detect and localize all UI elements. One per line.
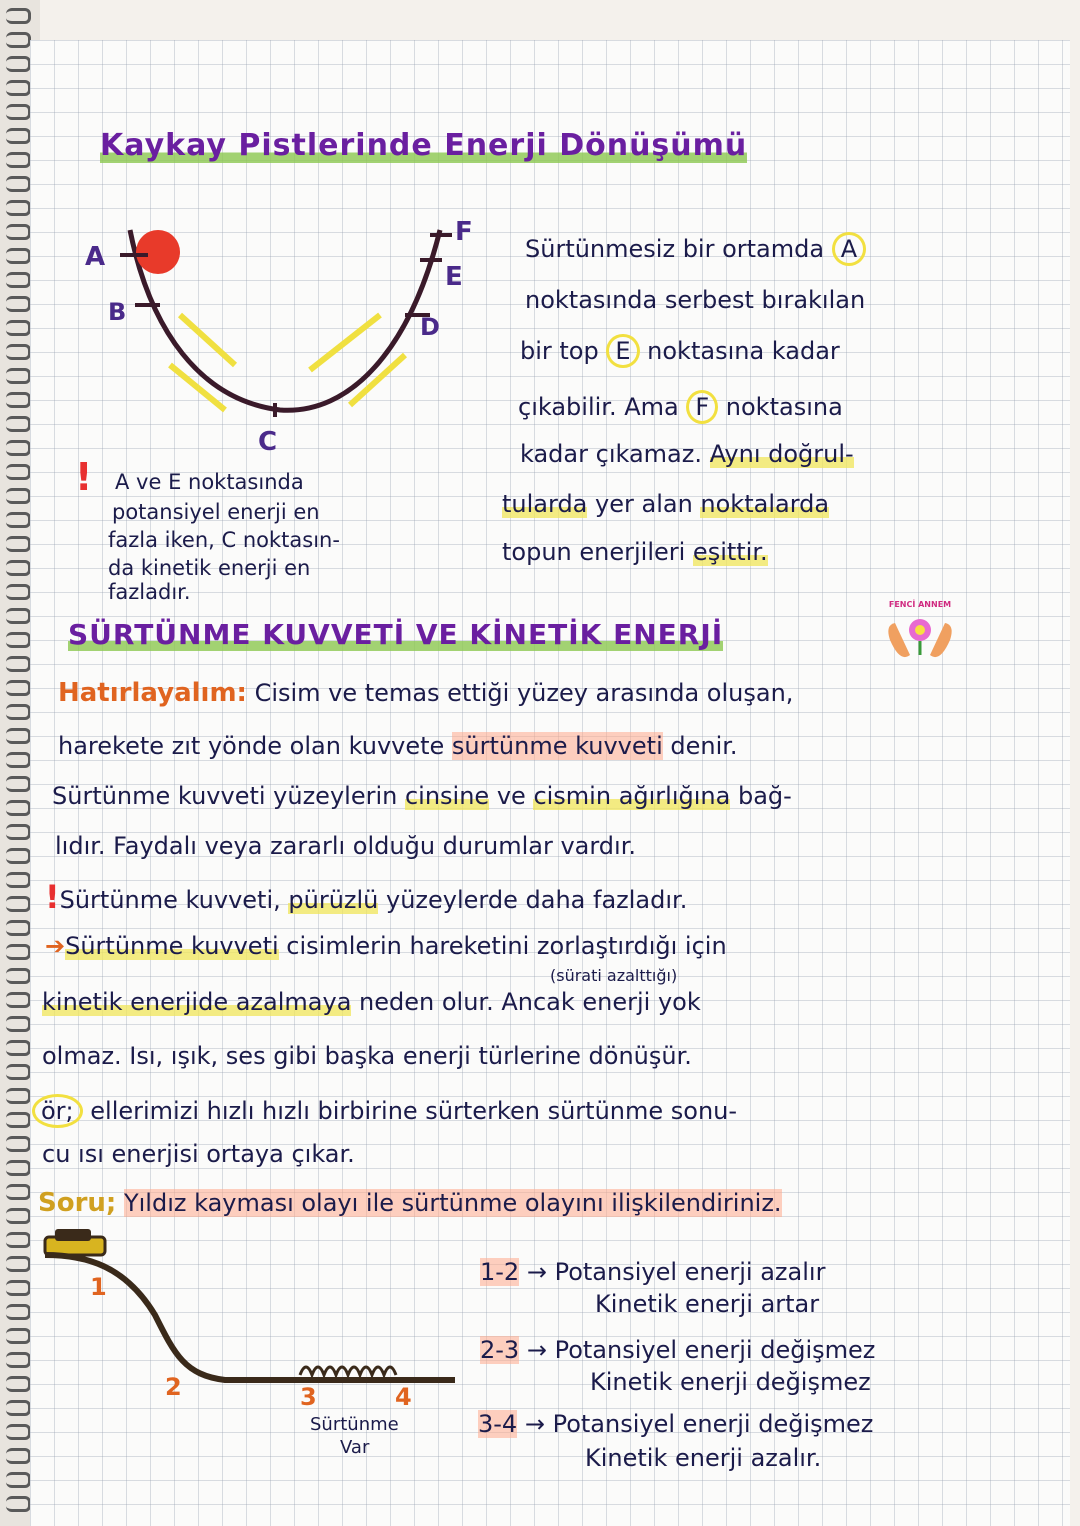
binding-ring [6,56,31,72]
binding-ring [6,8,31,24]
para-line6: ➔Sürtünme kuvveti cisimlerin hareketini zorlaştırdığı için [45,932,727,960]
ball [136,230,180,274]
binding-ring [6,1208,31,1224]
para-line2: harekete zıt yönde olan kuvvete sürtünme kuvveti denir. [58,732,738,760]
friction-spring [300,1367,396,1375]
binding-ring [6,536,31,552]
binding-ring [6,1280,31,1296]
binding-ring [6,944,31,960]
binding-ring [6,920,31,936]
soru-line: Soru; Yıldız kayması olayı ile sürtünme olayını ilişkilendiriniz. [38,1188,782,1218]
binding-ring [6,152,31,168]
binding-ring [6,728,31,744]
text1-line4: çıkabilir. Ama F noktasına [518,390,843,424]
text1-line6: tularda yer alan noktalarda [502,490,830,518]
binding-ring [6,848,31,864]
binding-ring [6,1232,31,1248]
answer-1: 1-2 → Potansiyel enerji azalır [480,1258,826,1286]
note1-line2: potansiyel enerji en [112,500,320,524]
para-line8: olmaz. Isı, ışık, ses gibi başka enerji türlerine dönüşür. [42,1042,692,1070]
binding-ring [6,584,31,600]
label-c: C [258,427,278,457]
binding-ring [6,1160,31,1176]
svg-text:FENCİ ANNEM: FENCİ ANNEM [888,600,952,609]
text1-line1: Sürtünmesiz bir ortamda A [525,232,866,266]
point-1: 1 [90,1273,107,1301]
binding-ring [6,632,31,648]
para-line10: cu ısı enerjisi ortaya çıkar. [42,1140,355,1168]
binding-ring [6,224,31,240]
binding-ring [6,1040,31,1056]
binding-ring [6,896,31,912]
para-line1: Hatırlayalım: Cisim ve temas ettiği yüzey arasında oluşan, [58,678,794,708]
binding-ring [6,1016,31,1032]
text1-line7: topun enerjileri eşittir. [502,538,768,566]
binding-ring [6,1400,31,1416]
binding-ring [6,560,31,576]
binding-ring [6,296,31,312]
note1-line5: fazladır. [108,580,191,604]
para-line9: ör; ellerimizi hızlı hızlı birbirine sürterken sürtünme sonu- [32,1094,737,1128]
para-line6-note: (sürati azalttığı) [550,966,678,985]
binding-ring [6,368,31,384]
answer-2: 2-3 → Potansiyel enerji değişmez [480,1336,876,1364]
note1-line4: da kinetik enerji en [108,556,311,580]
binding-ring [6,704,31,720]
binding-ring [6,800,31,816]
binding-ring [6,1448,31,1464]
para-line4: lıdır. Faydalı veya zararlı olduğu durumlar vardır. [55,832,636,860]
binding-ring [6,32,31,48]
note1-warning-icon: ! [75,455,93,499]
text1-line2: noktasında serbest bırakılan [525,286,866,314]
binding-ring [6,872,31,888]
binding-ring [6,1136,31,1152]
text1-line5: kadar çıkamaz. Aynı doğrul- [520,440,854,468]
para-line5: !Sürtünme kuvveti, pürüzlü yüzeylerde daha fazladır. [45,878,688,916]
binding-ring [6,680,31,696]
answer-3: 3-4 → Potansiyel enerji değişmez [478,1410,874,1438]
label-d: D [420,313,440,341]
point-2: 2 [165,1373,182,1401]
arrow-3 [310,315,380,370]
binding-ring [6,1352,31,1368]
binding-ring [6,1112,31,1128]
friction-label: Sürtünme [310,1414,399,1435]
binding-ring [6,1064,31,1080]
binding-ring [6,968,31,984]
friction-label2: Var [340,1437,370,1458]
binding-ring [6,272,31,288]
para-line7: kinetik enerjide azalmaya neden olur. Ancak enerji yok [42,988,701,1016]
binding-ring [6,1328,31,1344]
binding-ring [6,80,31,96]
label-f: F [455,217,473,247]
label-a: A [85,242,106,272]
binding-ring [6,608,31,624]
binding-ring [6,1304,31,1320]
answer-1b: Kinetik enerji artar [595,1290,820,1318]
binding-ring [6,512,31,528]
binding-ring [6,992,31,1008]
binding-ring [6,464,31,480]
skate-ramp-diagram [80,210,500,460]
point-4: 4 [395,1383,412,1411]
binding-ring [6,200,31,216]
binding-ring [6,392,31,408]
text1-line3: bir top E noktasına kadar [520,334,840,368]
binding-ring [6,752,31,768]
binding-ring [6,416,31,432]
binding-ring [6,440,31,456]
binding-ring [6,1496,31,1512]
answer-3b: Kinetik enerji azalır. [585,1444,822,1472]
binding-ring [6,128,31,144]
binding-ring [6,1376,31,1392]
binding-ring [6,656,31,672]
label-e: E [445,262,463,292]
binding-ring [6,1088,31,1104]
binding-ring [6,176,31,192]
binding-ring [6,1472,31,1488]
binding-ring [6,248,31,264]
binding-ring [6,488,31,504]
answer-2b: Kinetik enerji değişmez [590,1368,871,1396]
binding-ring [6,1256,31,1272]
slide-diagram [35,1225,475,1465]
title-energy-conversion: Kaykay Pistlerinde Enerji Dönüşümü [100,128,748,163]
binding-ring [6,824,31,840]
binding-ring [6,1184,31,1200]
binding-ring [6,320,31,336]
note1-line1: A ve E noktasında [115,470,304,494]
binding-ring [6,776,31,792]
point-3: 3 [300,1383,317,1411]
binding-ring [6,1424,31,1440]
fenci-annem-logo [880,595,960,670]
binding-ring [6,104,31,120]
label-b: B [108,298,127,326]
note1-line3: fazla iken, C noktasın- [108,528,340,552]
binding-ring [6,344,31,360]
para-line3: Sürtünme kuvveti yüzeylerin cinsine ve cismin ağırlığına bağ- [52,782,792,810]
title-friction-kinetic: SÜRTÜNME KUVVETİ VE KİNETİK ENERJİ [68,618,724,651]
